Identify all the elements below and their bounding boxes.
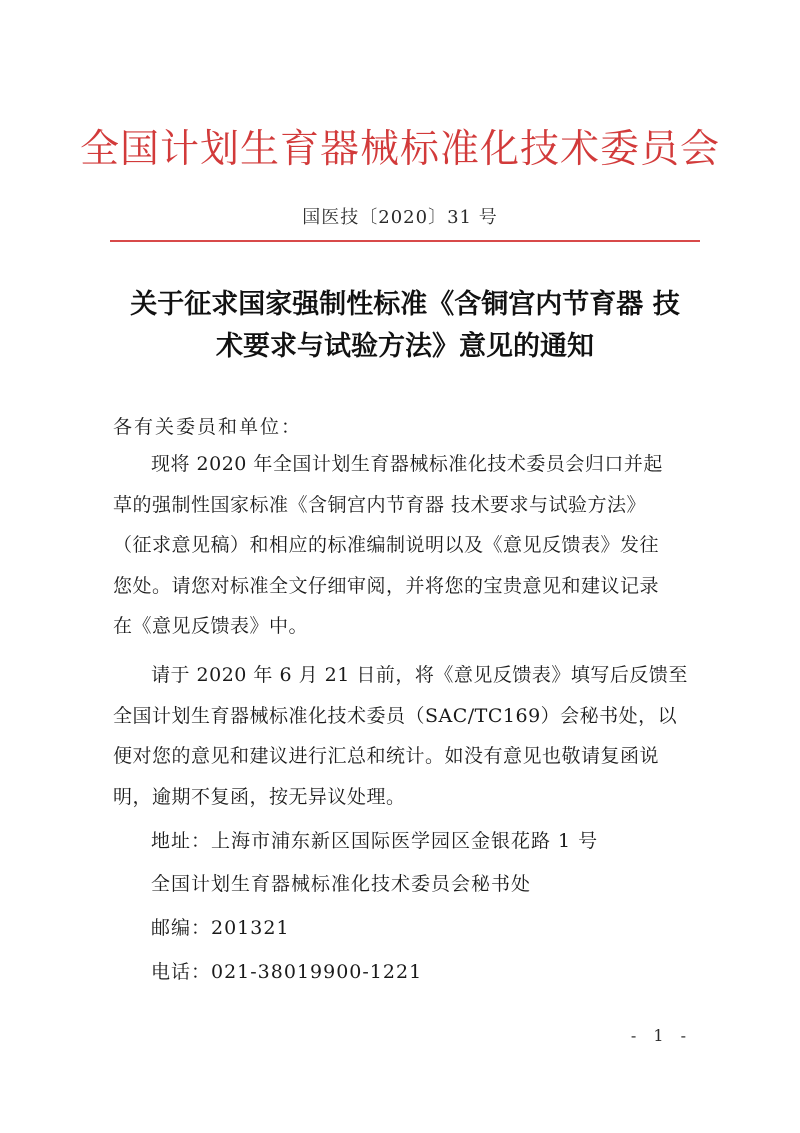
issuing-organization-header: 全国计划生育器械标准化技术委员会 xyxy=(79,127,720,172)
notice-title xyxy=(100,284,710,368)
paragraph-line: 全国计划生育器械标准化技术委员（SAC/TC169）会秘书处，以 xyxy=(113,704,678,727)
paragraph-line: 请于 2020 年 6 月 21 日前，将《意见反馈表》填写后反馈至 xyxy=(151,664,688,686)
document-number: 国医技〔2020〕31 号 xyxy=(302,207,498,228)
contact-office: 全国计划生育器械标准化技术委员会秘书处 xyxy=(151,873,532,895)
contact-address: 地址：上海市浦东新区国际医学园区金银花路 1 号 xyxy=(151,830,599,852)
header-divider xyxy=(110,240,700,242)
contact-postal-code: 邮编：201321 xyxy=(151,917,290,939)
page-number: - 1 - xyxy=(630,1026,692,1045)
paragraph-line: 明，逾期不复函，按无异议处理。 xyxy=(113,785,406,808)
paragraph-line: 在《意见反馈表》中。 xyxy=(113,615,309,637)
body-paragraph-1 xyxy=(113,444,711,647)
contact-phone: 电话：021-38019900-1221 xyxy=(151,961,423,983)
notice-title-line: 关于征求国家强制性标准《含铜宫内节育器 技 xyxy=(130,289,680,320)
paragraph-line: 草的强制性国家标准《含铜宫内节育器 技术要求与试验方法》 xyxy=(113,493,647,516)
salutation: 各有关委员和单位： xyxy=(113,416,303,438)
paragraph-line: （征求意见稿）和相应的标准编制说明以及《意见反馈表》发往 xyxy=(113,534,660,556)
body-paragraph-2 xyxy=(113,655,711,817)
paragraph-line: 您处。请您对标准全文仔细审阅，并将您的宝贵意见和建议记录 xyxy=(113,574,660,597)
paragraph-line: 现将 2020 年全国计划生育器械标准化技术委员会归口并起 xyxy=(151,453,663,475)
notice-title-line: 术要求与试验方法》意见的通知 xyxy=(216,331,594,362)
paragraph-line: 便对您的意见和建议进行汇总和统计。如没有意见也敬请复函说 xyxy=(113,745,660,767)
